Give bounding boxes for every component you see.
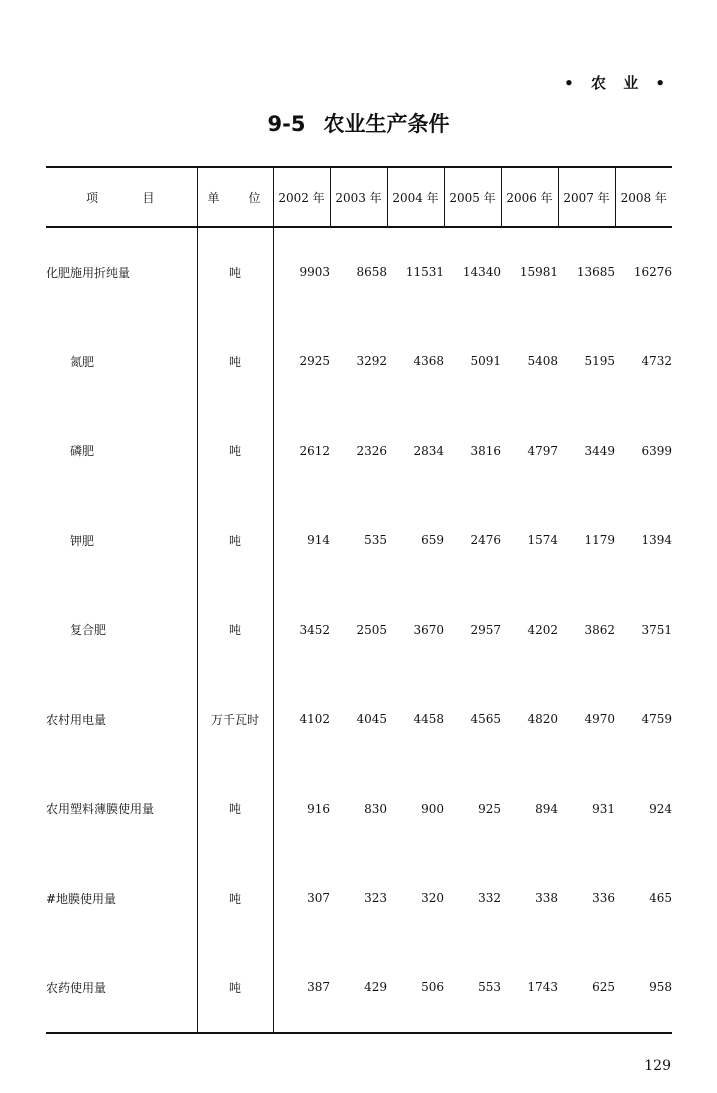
value-cell: 2957 xyxy=(470,622,501,637)
value-cell: 625 xyxy=(558,943,615,1033)
value-cell: 3452 xyxy=(299,622,330,637)
value-cell: 3862 xyxy=(584,622,615,637)
value-cell: 958 xyxy=(615,943,672,1033)
year-header: 2003 年 xyxy=(330,167,387,227)
value-cell: 4368 xyxy=(413,354,444,369)
row-unit: 吨 xyxy=(197,317,273,407)
row-label: 农药使用量 xyxy=(46,943,197,1033)
value-cell: 429 xyxy=(330,943,387,1033)
value-cell: 11531 xyxy=(405,265,444,280)
row-label: 农用塑料薄膜使用量 xyxy=(46,764,197,854)
table-title-text: 农业生产条件 xyxy=(323,112,450,136)
value-cell: 4820 xyxy=(527,712,558,727)
value-cell: 3816 xyxy=(470,443,501,458)
value-cell: 916 xyxy=(307,801,330,816)
row-label: 氮肥 xyxy=(46,317,197,407)
page-number: 129 xyxy=(644,1058,671,1074)
table-row xyxy=(46,317,672,407)
value-cell: 4045 xyxy=(356,712,387,727)
year-header: 2007 年 xyxy=(558,167,615,227)
value-cell: 830 xyxy=(364,801,387,816)
row-unit: 吨 xyxy=(197,585,273,675)
year-header: 2004 年 xyxy=(387,167,444,227)
item-header-char: 目 xyxy=(142,190,155,205)
value-cell: 4202 xyxy=(527,622,558,637)
value-cell: 925 xyxy=(478,801,501,816)
table-row xyxy=(46,585,672,675)
row-label: 钾肥 xyxy=(46,496,197,586)
value-cell: 2834 xyxy=(413,443,444,458)
value-cell: 914 xyxy=(307,533,330,548)
value-cell: 15981 xyxy=(519,265,558,280)
value-cell: 4732 xyxy=(641,354,672,369)
value-cell: 13685 xyxy=(576,265,615,280)
value-cell: 465 xyxy=(649,891,672,906)
row-label: 磷肥 xyxy=(46,406,197,496)
section-tag: • 农 业 • xyxy=(564,74,671,92)
table-row xyxy=(46,406,672,496)
value-cell: 1394 xyxy=(641,533,672,548)
value-cell: 4797 xyxy=(527,443,558,458)
table-row xyxy=(46,943,672,1033)
value-cell: 1179 xyxy=(584,533,615,548)
value-cell: 2612 xyxy=(299,443,330,458)
table-title xyxy=(0,108,717,138)
value-cell: 3449 xyxy=(584,443,615,458)
row-unit: 万千瓦时 xyxy=(197,675,273,765)
item-header xyxy=(46,167,197,227)
value-cell: 535 xyxy=(364,533,387,548)
table-number: 9-5 xyxy=(267,112,306,136)
table-row xyxy=(46,227,672,317)
value-cell: 2925 xyxy=(299,354,330,369)
row-label: 农村用电量 xyxy=(46,675,197,765)
value-cell: 6399 xyxy=(641,443,672,458)
value-cell: 2505 xyxy=(356,622,387,637)
value-cell: 387 xyxy=(273,943,330,1033)
value-cell: 4102 xyxy=(299,712,330,727)
value-cell: 2476 xyxy=(470,533,501,548)
value-cell: 4759 xyxy=(641,712,672,727)
table-row xyxy=(46,854,672,944)
value-cell: 320 xyxy=(421,891,444,906)
value-cell: 16276 xyxy=(633,265,672,280)
value-cell: 5408 xyxy=(527,354,558,369)
value-cell: 332 xyxy=(478,891,501,906)
row-unit: 吨 xyxy=(197,854,273,944)
unit-header xyxy=(197,167,273,227)
row-label: #地膜使用量 xyxy=(46,854,197,944)
value-cell: 4970 xyxy=(584,712,615,727)
value-cell: 307 xyxy=(307,891,330,906)
value-cell: 3751 xyxy=(641,622,672,637)
value-cell: 506 xyxy=(387,943,444,1033)
year-header: 2002 年 xyxy=(273,167,330,227)
value-cell: 5195 xyxy=(584,354,615,369)
value-cell: 5091 xyxy=(470,354,501,369)
value-cell: 4458 xyxy=(413,712,444,727)
value-cell: 9903 xyxy=(299,265,330,280)
year-header: 2006 年 xyxy=(501,167,558,227)
header-row xyxy=(46,167,672,227)
value-cell: 1743 xyxy=(501,943,558,1033)
value-cell: 3292 xyxy=(356,354,387,369)
item-header-char: 项 xyxy=(86,190,99,205)
table-row xyxy=(46,675,672,765)
row-label: 化肥施用折纯量 xyxy=(46,227,197,317)
year-header: 2008 年 xyxy=(615,167,672,227)
value-cell: 323 xyxy=(364,891,387,906)
agriculture-table xyxy=(46,166,672,1034)
value-cell: 2326 xyxy=(356,443,387,458)
value-cell: 900 xyxy=(421,801,444,816)
row-unit: 吨 xyxy=(197,406,273,496)
value-cell: 14340 xyxy=(462,265,501,280)
row-unit: 吨 xyxy=(197,764,273,854)
value-cell: 931 xyxy=(592,801,615,816)
row-unit: 吨 xyxy=(197,227,273,317)
value-cell: 1574 xyxy=(527,533,558,548)
row-label: 复合肥 xyxy=(46,585,197,675)
value-cell: 894 xyxy=(535,801,558,816)
row-unit: 吨 xyxy=(197,496,273,586)
value-cell: 659 xyxy=(421,533,444,548)
value-cell: 336 xyxy=(592,891,615,906)
table-row xyxy=(46,764,672,854)
unit-header-char: 位 xyxy=(248,190,261,205)
table-row xyxy=(46,496,672,586)
value-cell: 8658 xyxy=(356,265,387,280)
row-unit: 吨 xyxy=(197,943,273,1033)
value-cell: 338 xyxy=(535,891,558,906)
value-cell: 3670 xyxy=(413,622,444,637)
year-header: 2005 年 xyxy=(444,167,501,227)
value-cell: 4565 xyxy=(470,712,501,727)
unit-header-char: 单 xyxy=(207,190,220,205)
value-cell: 553 xyxy=(444,943,501,1033)
value-cell: 924 xyxy=(649,801,672,816)
